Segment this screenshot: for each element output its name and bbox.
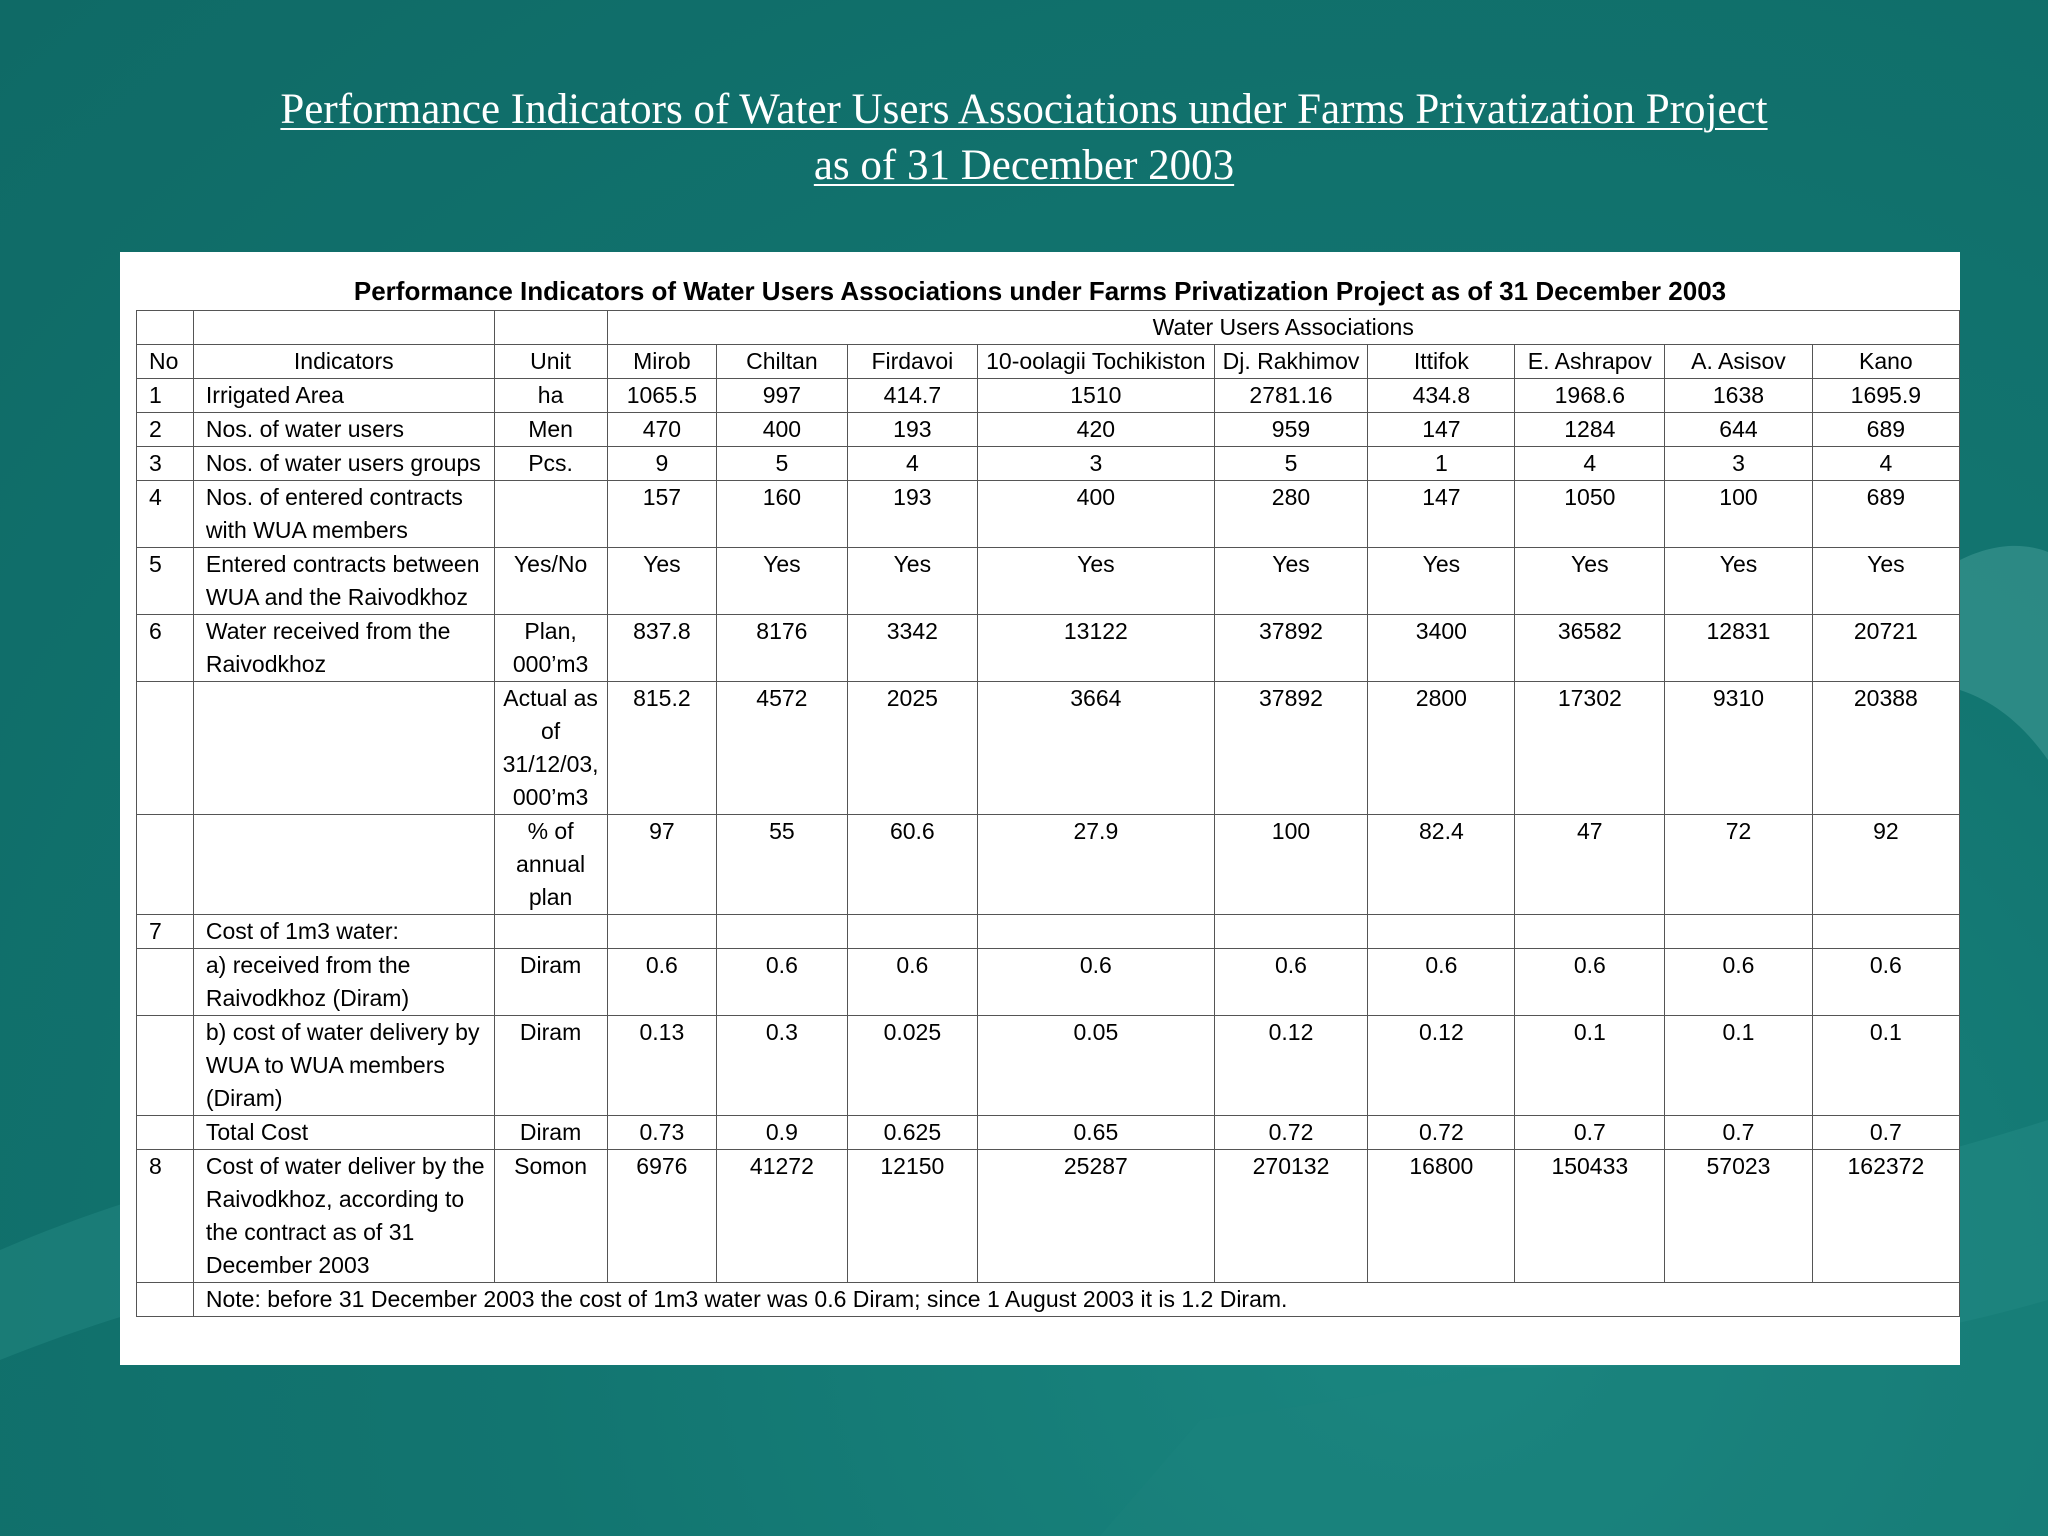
row-value: 0.7 [1515, 1116, 1665, 1150]
table-row [137, 815, 1960, 915]
row-value: 0.05 [978, 1016, 1215, 1116]
row-value [1515, 915, 1665, 949]
row-indicator: Nos. of water users groups [193, 447, 494, 481]
slide-title [0, 82, 2048, 194]
row-value: 0.13 [607, 1016, 717, 1116]
row-value: 27.9 [978, 815, 1215, 915]
row-value: 0.1 [1812, 1016, 1959, 1116]
row-value: 644 [1665, 413, 1812, 447]
header-group-wua: Water Users Associations [607, 311, 1959, 345]
row-value: 6976 [607, 1150, 717, 1283]
table-row [137, 1150, 1960, 1283]
row-value: 0.6 [978, 949, 1215, 1016]
row-value: 0.12 [1214, 1016, 1368, 1116]
header-association: A. Asisov [1665, 345, 1812, 379]
row-value: 1050 [1515, 481, 1665, 548]
slide-title-line-1: Performance Indicators of Water Users Associations under Farms Privatization Project [280, 86, 1768, 133]
row-unit: ha [494, 379, 607, 413]
row-value: 0.025 [847, 1016, 978, 1116]
row-value: 0.3 [717, 1016, 847, 1116]
row-value: 689 [1812, 413, 1959, 447]
row-value: Yes [978, 548, 1215, 615]
header-association: Ittifok [1368, 345, 1515, 379]
row-value: 150433 [1515, 1150, 1665, 1283]
row-value: 13122 [978, 615, 1215, 682]
row-unit: Diram [494, 1016, 607, 1116]
header-unit: Unit [494, 345, 607, 379]
row-unit: Actual as of 31/12/03, 000’m3 [494, 682, 607, 815]
row-value: 4 [1515, 447, 1665, 481]
row-value: 0.6 [1665, 949, 1812, 1016]
row-value: 1695.9 [1812, 379, 1959, 413]
row-value: Yes [717, 548, 847, 615]
row-value: 420 [978, 413, 1215, 447]
row-value: 4 [847, 447, 978, 481]
row-indicator: Water received from the Raivodkhoz [193, 615, 494, 682]
row-value: 4572 [717, 682, 847, 815]
row-value: 16800 [1368, 1150, 1515, 1283]
row-indicator: b) cost of water delivery by WUA to WUA members (Diram) [193, 1016, 494, 1116]
row-value: 82.4 [1368, 815, 1515, 915]
row-value: 20388 [1812, 682, 1959, 815]
row-value: 1968.6 [1515, 379, 1665, 413]
row-value: Yes [847, 548, 978, 615]
row-value: 0.1 [1665, 1016, 1812, 1116]
row-value: 9 [607, 447, 717, 481]
table-row [137, 413, 1960, 447]
row-value: Yes [607, 548, 717, 615]
row-value: 1065.5 [607, 379, 717, 413]
table-row [137, 548, 1960, 615]
row-value: 1 [1368, 447, 1515, 481]
row-value: 2781.16 [1214, 379, 1368, 413]
note-spacer [137, 1283, 194, 1317]
row-value: 0.6 [847, 949, 978, 1016]
row-value: 0.7 [1665, 1116, 1812, 1150]
row-indicator: Nos. of water users [193, 413, 494, 447]
row-indicator [193, 815, 494, 915]
row-unit: Yes/No [494, 548, 607, 615]
row-value: 57023 [1665, 1150, 1812, 1283]
row-value: 400 [978, 481, 1215, 548]
row-value: 0.73 [607, 1116, 717, 1150]
row-value: Yes [1515, 548, 1665, 615]
row-value: 1638 [1665, 379, 1812, 413]
row-value: 3 [1665, 447, 1812, 481]
row-value: 434.8 [1368, 379, 1515, 413]
row-value: Yes [1214, 548, 1368, 615]
header-association: Firdavoi [847, 345, 978, 379]
row-value [1214, 915, 1368, 949]
row-value: 1510 [978, 379, 1215, 413]
header-association: Mirob [607, 345, 717, 379]
row-value: 5 [717, 447, 847, 481]
row-number [137, 1116, 194, 1150]
table-row [137, 1016, 1960, 1116]
row-value [607, 915, 717, 949]
row-value: 0.9 [717, 1116, 847, 1150]
row-value: 270132 [1214, 1150, 1368, 1283]
row-number: 5 [137, 548, 194, 615]
row-value [1665, 915, 1812, 949]
slide-title-line-2: as of 31 December 2003 [813, 142, 1235, 189]
row-value: 0.12 [1368, 1016, 1515, 1116]
row-unit: Somon [494, 1150, 607, 1283]
row-number [137, 949, 194, 1016]
row-value: 414.7 [847, 379, 978, 413]
header-no-spacer [137, 311, 194, 345]
row-value: 0.625 [847, 1116, 978, 1150]
row-value: 17302 [1515, 682, 1665, 815]
row-indicator: a) received from the Raivodkhoz (Diram) [193, 949, 494, 1016]
table-row [137, 481, 1960, 548]
row-value: 0.6 [1368, 949, 1515, 1016]
row-value: 0.6 [1515, 949, 1665, 1016]
row-value: 3342 [847, 615, 978, 682]
row-unit: Diram [494, 949, 607, 1016]
row-value: 0.6 [607, 949, 717, 1016]
table-row [137, 379, 1960, 413]
row-unit: Pcs. [494, 447, 607, 481]
row-number: 2 [137, 413, 194, 447]
table-card [120, 252, 1960, 1365]
row-value: 12150 [847, 1150, 978, 1283]
row-unit [494, 481, 607, 548]
note-row [137, 1283, 1960, 1317]
row-value: Yes [1812, 548, 1959, 615]
row-value: 36582 [1515, 615, 1665, 682]
row-value: 193 [847, 413, 978, 447]
row-value: 3 [978, 447, 1215, 481]
row-value: 400 [717, 413, 847, 447]
row-value: 147 [1368, 481, 1515, 548]
row-value: 97 [607, 815, 717, 915]
row-value: 0.6 [1812, 949, 1959, 1016]
row-value: 37892 [1214, 682, 1368, 815]
row-unit: Plan, 000’m3 [494, 615, 607, 682]
row-value: 837.8 [607, 615, 717, 682]
row-indicator: Cost of water deliver by the Raivodkhoz, according to the contract as of 31 December 2003 [193, 1150, 494, 1283]
table-row [137, 1116, 1960, 1150]
header-unit-spacer [494, 311, 607, 345]
row-unit: Men [494, 413, 607, 447]
row-value: 689 [1812, 481, 1959, 548]
row-value: 0.72 [1214, 1116, 1368, 1150]
row-value: 0.7 [1812, 1116, 1959, 1150]
row-value: 2800 [1368, 682, 1515, 815]
header-association: 10-oolagii Tochikiston [978, 345, 1215, 379]
header-association: Dj. Rakhimov [1214, 345, 1368, 379]
row-number: 3 [137, 447, 194, 481]
row-value: 4 [1812, 447, 1959, 481]
row-value: 815.2 [607, 682, 717, 815]
header-no: No [137, 345, 194, 379]
row-value [1368, 915, 1515, 949]
table-row [137, 915, 1960, 949]
row-value: 41272 [717, 1150, 847, 1283]
row-number [137, 682, 194, 815]
row-value: 92 [1812, 815, 1959, 915]
row-indicator: Entered contracts between WUA and the Raivodkhoz [193, 548, 494, 615]
row-value: 280 [1214, 481, 1368, 548]
row-unit: % of annual plan [494, 815, 607, 915]
row-value: 25287 [978, 1150, 1215, 1283]
row-value: 959 [1214, 413, 1368, 447]
header-indicators-spacer [193, 311, 494, 345]
row-value: 157 [607, 481, 717, 548]
row-indicator [193, 682, 494, 815]
row-number: 4 [137, 481, 194, 548]
row-number: 8 [137, 1150, 194, 1283]
row-number: 7 [137, 915, 194, 949]
row-value: 193 [847, 481, 978, 548]
row-number [137, 1016, 194, 1116]
row-value: 100 [1214, 815, 1368, 915]
row-value: 47 [1515, 815, 1665, 915]
row-value [978, 915, 1215, 949]
row-value: 0.6 [1214, 949, 1368, 1016]
row-indicator: Total Cost [193, 1116, 494, 1150]
row-indicator: Cost of 1m3 water: [193, 915, 494, 949]
row-number [137, 815, 194, 915]
table-note: Note: before 31 December 2003 the cost of 1m3 water was 0.6 Diram; since 1 August 2003 it is 1.2 Diram. [193, 1283, 1959, 1317]
performance-table [136, 310, 1960, 1317]
row-value: 3400 [1368, 615, 1515, 682]
row-value: 997 [717, 379, 847, 413]
row-indicator: Irrigated Area [193, 379, 494, 413]
row-value: 0.1 [1515, 1016, 1665, 1116]
row-value: 162372 [1812, 1150, 1959, 1283]
table-row [137, 682, 1960, 815]
row-value: 72 [1665, 815, 1812, 915]
row-value [717, 915, 847, 949]
header-association: Chiltan [717, 345, 847, 379]
row-value: 55 [717, 815, 847, 915]
row-number: 6 [137, 615, 194, 682]
row-value: 8176 [717, 615, 847, 682]
row-value: 60.6 [847, 815, 978, 915]
table-title: Performance Indicators of Water Users Associations under Farms Privatization Project as of 31 December 2003 [353, 276, 1727, 306]
row-indicator: Nos. of entered contracts with WUA members [193, 481, 494, 548]
header-association: Kano [1812, 345, 1959, 379]
table-row [137, 949, 1960, 1016]
row-value: 5 [1214, 447, 1368, 481]
row-value [847, 915, 978, 949]
row-value: 0.65 [978, 1116, 1215, 1150]
row-value: 147 [1368, 413, 1515, 447]
header-indicators: Indicators [193, 345, 494, 379]
row-unit: Diram [494, 1116, 607, 1150]
row-value: 9310 [1665, 682, 1812, 815]
row-value: 20721 [1812, 615, 1959, 682]
row-value: 100 [1665, 481, 1812, 548]
table-row [137, 447, 1960, 481]
row-value: 0.6 [717, 949, 847, 1016]
row-value [1812, 915, 1959, 949]
row-value: 470 [607, 413, 717, 447]
row-value: Yes [1368, 548, 1515, 615]
row-number: 1 [137, 379, 194, 413]
row-value: Yes [1665, 548, 1812, 615]
row-value: 0.72 [1368, 1116, 1515, 1150]
header-association: E. Ashrapov [1515, 345, 1665, 379]
row-value: 12831 [1665, 615, 1812, 682]
row-unit [494, 915, 607, 949]
row-value: 1284 [1515, 413, 1665, 447]
table-row [137, 615, 1960, 682]
row-value: 37892 [1214, 615, 1368, 682]
row-value: 160 [717, 481, 847, 548]
row-value: 2025 [847, 682, 978, 815]
row-value: 3664 [978, 682, 1215, 815]
